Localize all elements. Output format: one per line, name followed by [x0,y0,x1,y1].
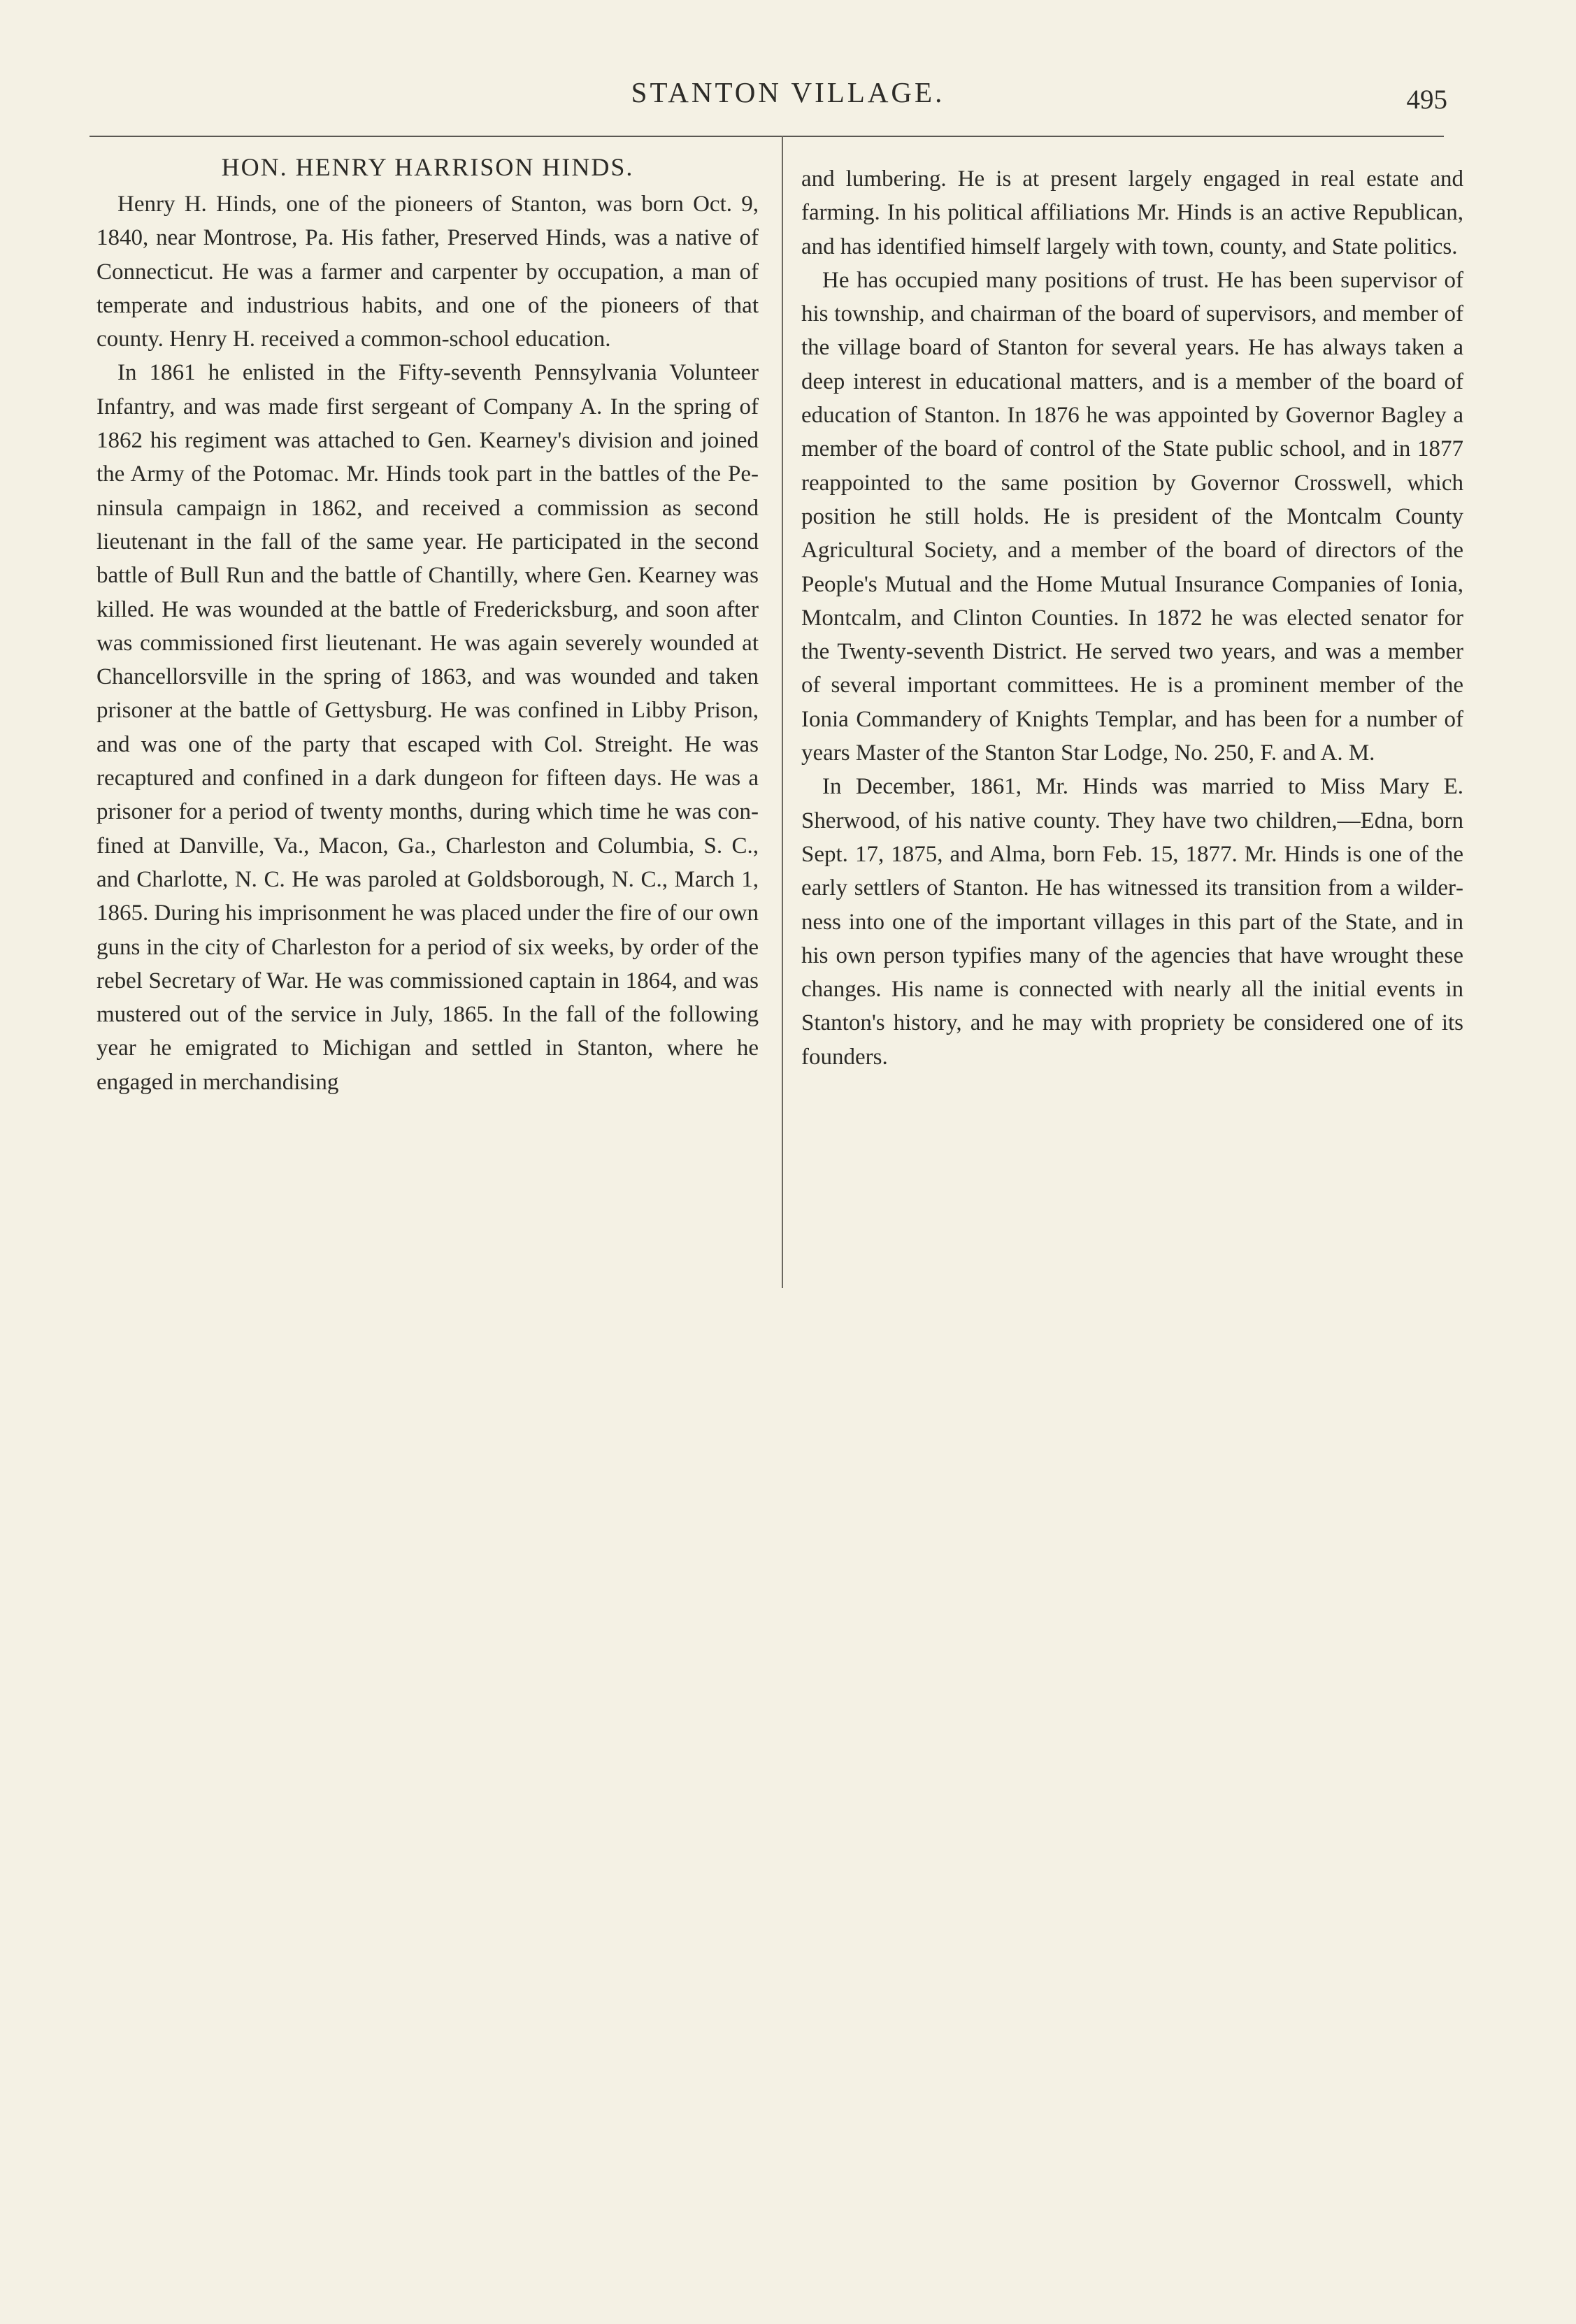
paragraph-military-service: In 1861 he enlisted in the Fifty-seventh Pennsylvania Volunteer Infantry, and was made first sergeant of Company A. In the spring of 1862 his regiment was attached to Gen. Kearney's division and joined the Army of the Potomac. Mr. Hinds took part in the battles of the Peninsula campaign in 1862, and received a commission as second lieutenant in the fall of the same year. He participated in the second battle of Bull Run and the battle of Chantilly, where Gen. Kearney was killed. He was wounded at the battle of Fredericksburg, and soon after was commissioned first lieutenant. He was again severely wounded at Chancellorsville in the spring of 1863, and was wounded and taken prisoner at the battle of Gettysburg. He was confined in Libby Prison, and was one of the party that escaped with Col. Streight. He was recaptured and confined in a dark dungeon for fifteen days. He was a prisoner for a period of twenty months, during which time he was confined at Danville, Va., Macon, Ga., Charleston and Columbia, S. C., and Charlotte, N. C. He was paroled at Goldsborough, N. C., March 1, 1865. During his imprisonment he was placed under the fire of our own guns in the city of Charleston for a period of six weeks, by order of the rebel Secretary of War. He was commissioned captain in 1864, and was mustered out of the service in July, 1865. In the fall of the following year he emigrated to Michigan and settled in Stanton, where he engaged in merchandising [96,360,759,1095]
right-column [801,162,1463,1074]
paragraph-public-service: He has occupied many positions of trust. He has been supervisor of his township, and chairman of the board of supervisors, and member of the village board of Stanton for several years. He has always taken a deep interest in educational matters, and is a member of the board of education of Stanton. In 1876 he was appointed by Governor Bagley a member of the board of control of the State public school, and in 1877 reappointed to the same position by Governor Crosswell, which position he still holds. He is president of the Montcalm County Agricultural Society, and a member of the board of directors of the People's Mutual and the Home Mutual Insurance Companies of Ionia, Montcalm, and Clinton Counties. In 1872 he was elected senator for the Twenty-seventh District. He served two years, and was a member of several important committees. He is a prominent member of the Ionia Commandery of Knights Templar, and has been for a number of years Master of the Stanton Star Lodge, No. 250, F. and A. M. [801,267,1463,766]
paragraph-family: In December, 1861, Mr. Hinds was married to Miss Mary E. Sherwood, of his native county. They have two children,—Edna, born Sept. 17, 1875, and Alma, born Feb. 15, 1877. Mr. Hinds is one of the early settlers of Stanton. He has witnessed its transition from a wilderness into one of the important villages in this part of the State, and in his own person typifies many of the agencies that have wrought these changes. His name is connected with nearly all the initial events in Stanton's history, and he may with propriety be considered one of its founders. [801,774,1463,1070]
column-divider [782,136,783,1288]
running-title: STANTON VILLAGE. [631,76,945,108]
running-header [0,70,1576,126]
article-title: HON. HENRY HARRISON HINDS. [221,153,634,181]
paragraph-business-continuation: and lumbering. He is at present largely engaged in real estate and farming. In his political affiliations Mr. Hinds is an active Republican, and has identified himself largely with town, county, and State politics. [801,166,1463,259]
paragraph-early-life: Henry H. Hinds, one of the pioneers of Stanton, was born Oct. 9, 1840, near Montrose, Pa. His father, Preserved Hinds, was a native of Connecticut. He was a farmer and carpenter by occupation, a man of temperate and industrious habits, and one of the pioneers of that county. Henry H. received a common-school education. [96,192,759,352]
page-number: 495 [1406,85,1447,115]
header-rule [89,136,1444,137]
left-column [96,150,759,1099]
